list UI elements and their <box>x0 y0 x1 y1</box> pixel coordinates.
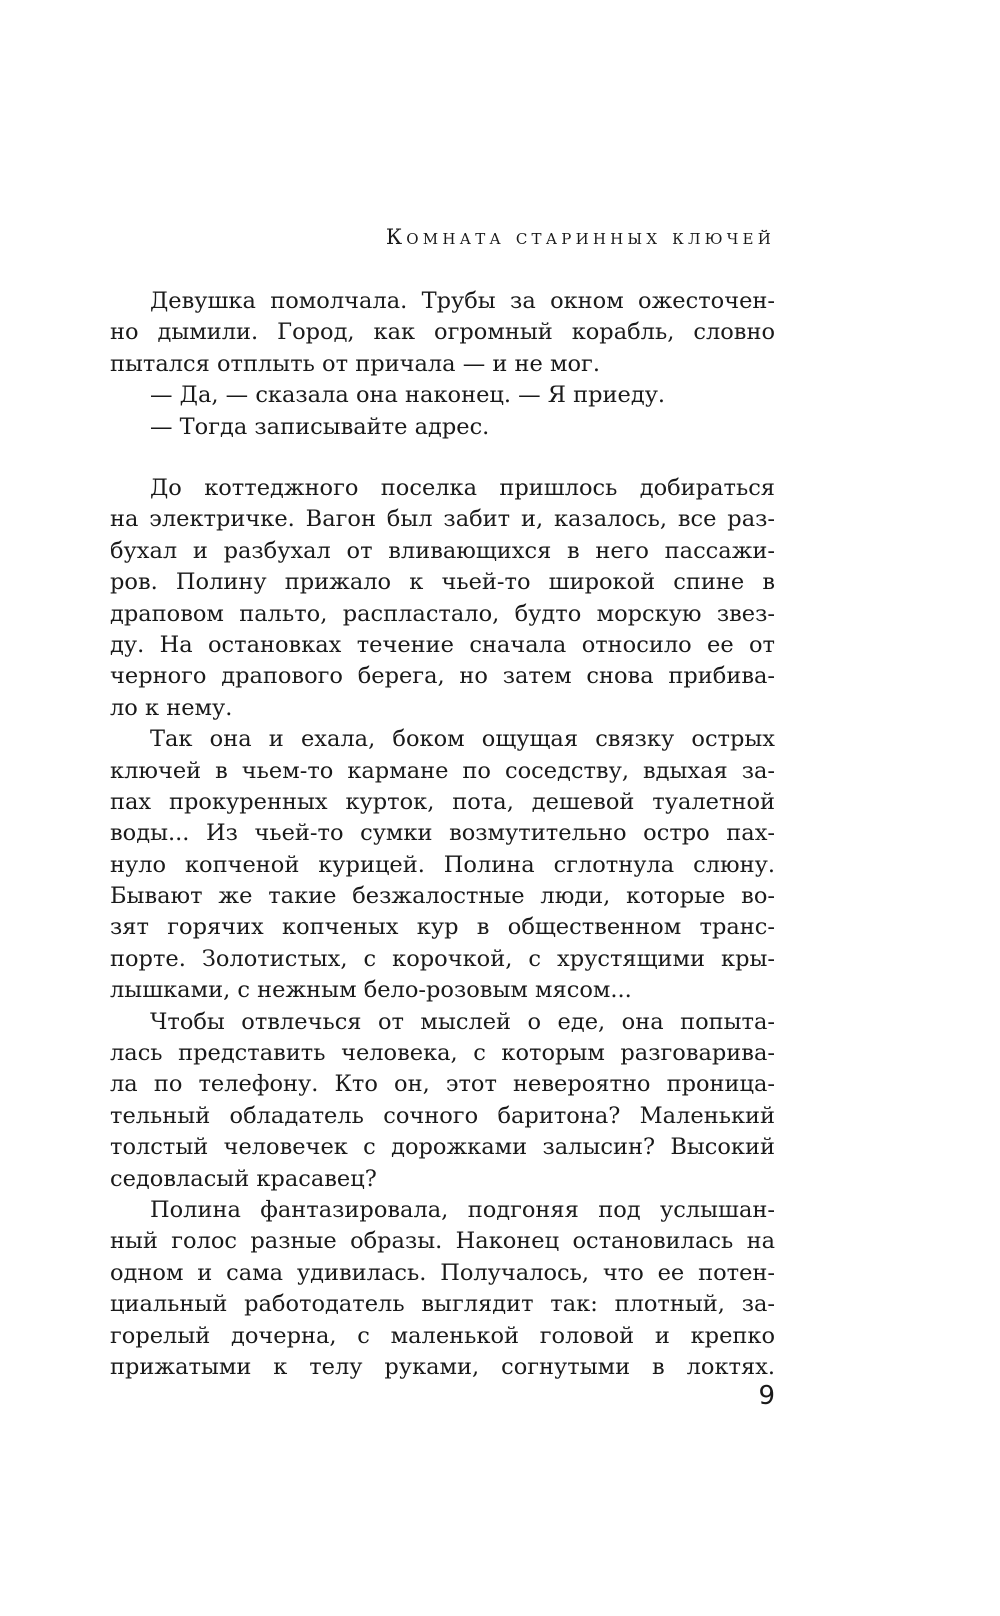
text-line: Бывают же такие безжалостные люди, которые во- <box>110 883 775 910</box>
text-line: Так она и ехала, боком ощущая связку острых <box>150 726 775 753</box>
text-line: нуло копченой курицей. Полина сглотнула слюну. <box>110 851 775 878</box>
text-line: — Да, — сказала она наконец. — Я приеду. <box>150 382 666 409</box>
text-line: Полина фантазировала, подгоняя под услышан- <box>150 1196 775 1223</box>
text-line: циальный работодатель выглядит так: плотный, за- <box>110 1291 775 1318</box>
text-line: толстый человечек с дорожками залысин? Высокий <box>110 1134 775 1161</box>
text-line: драповом пальто, распластало, будто морскую звез- <box>110 600 775 627</box>
text-line: лышками, с нежным бело-розовым мясом... <box>110 977 632 1004</box>
text-section-1 <box>110 286 775 443</box>
text-line: пытался отплыть от причала — и не мог. <box>110 350 600 377</box>
text-line: ров. Полину прижало к чьей-то широкой спине в <box>110 569 775 596</box>
text-line: зят горячих копченых кур в общественном транс- <box>110 914 775 941</box>
text-line: одном и сама удивилась. Получалось, что ее потен- <box>110 1259 775 1286</box>
text-line: бухал и разбухал от вливающихся в него пассажи- <box>110 537 775 564</box>
text-line: ла по телефону. Кто он, этот невероятно проница- <box>110 1071 775 1098</box>
text-line: воды... Из чьей-то сумки возмутительно остро пах- <box>110 820 775 847</box>
text-line: ду. На остановках течение сначала относило ее от <box>110 631 775 658</box>
text-line: горелый дочерна, с маленькой головой и крепко <box>110 1322 775 1349</box>
text-line: пах прокуренных курток, пота, дешевой туалетной <box>110 788 775 815</box>
text-line: порте. Золотистых, с корочкой, с хрустящими кры- <box>110 945 775 972</box>
text-line: лась представить человека, с которым разговарива- <box>110 1040 775 1067</box>
text-line: ло к нему. <box>110 694 233 721</box>
text-line: тельный обладатель сочного баритона? Маленький <box>110 1102 775 1129</box>
page-number: 9 <box>758 1381 775 1411</box>
text-line: Чтобы отвлечься от мыслей о еде, она попыта- <box>150 1008 775 1035</box>
text-line: — Тогда записывайте адрес. <box>150 413 490 440</box>
text-section-2 <box>110 473 775 1383</box>
text-line: прижатыми к телу руками, согнутыми в локтях. <box>110 1353 775 1380</box>
text-line: на электричке. Вагон был забит и, казалось, все раз- <box>110 506 775 533</box>
running-head: Комната старинных ключей <box>385 225 775 249</box>
text-line: До коттеджного поселка пришлось добираться <box>150 475 775 501</box>
text-line: но дымили. Город, как огромный корабль, словно <box>110 319 775 346</box>
text-line: Девушка помолчала. Трубы за окном ожесточен- <box>150 288 775 314</box>
text-line: ключей в чьем-то кармане по соседству, вдыхая за- <box>110 757 775 784</box>
text-line: ный голос разные образы. Наконец остановилась на <box>110 1228 775 1255</box>
text-line: седовласый красавец? <box>110 1165 377 1192</box>
text-line: черного драпового берега, но затем снова прибива- <box>110 663 775 690</box>
